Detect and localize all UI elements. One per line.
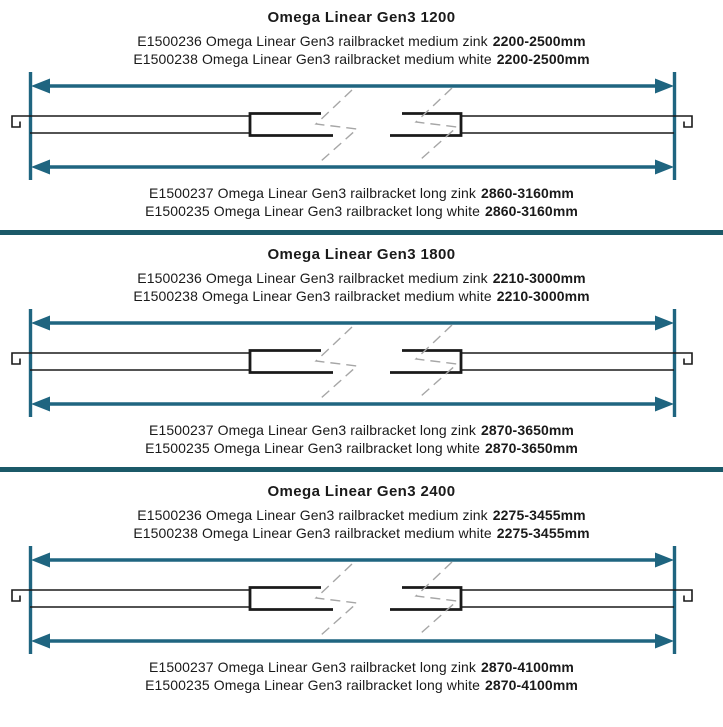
product-label: E1500238 Omega Linear Gen3 railbracket medium white (133, 525, 492, 541)
top-product-list (0, 506, 723, 542)
product-range: 2210-3000mm (492, 270, 586, 286)
product-label: E1500237 Omega Linear Gen3 railbracket long zink (149, 659, 477, 675)
rail-hook-left (12, 116, 249, 127)
product-label: E1500236 Omega Linear Gen3 railbracket medium zink (137, 270, 488, 286)
product-line (0, 184, 723, 202)
product-range: 2275-3455mm (496, 525, 590, 541)
product-label: E1500237 Omega Linear Gen3 railbracket long zink (149, 185, 477, 201)
rail-dimension-drawing (0, 544, 723, 656)
product-range: 2870-4100mm (484, 677, 578, 693)
section-title: Omega Linear Gen3 1200 (267, 9, 456, 26)
rail-profile (12, 88, 692, 162)
section-title: Omega Linear Gen3 2400 (267, 483, 456, 500)
rail-profile (12, 562, 692, 636)
section-title: Omega Linear Gen3 1800 (267, 246, 456, 263)
dimension-arrow-top (31, 553, 674, 568)
rail-dimension-drawing (0, 307, 723, 419)
product-line (0, 50, 723, 68)
product-label: E1500235 Omega Linear Gen3 railbracket long white (145, 203, 480, 219)
rail-hook-left (12, 353, 249, 364)
dimension-arrow-top (31, 79, 674, 94)
dimension-arrow-bottom (31, 634, 674, 649)
product-line (0, 524, 723, 542)
product-label: E1500235 Omega Linear Gen3 railbracket long white (145, 677, 480, 693)
product-range: 2200-2500mm (492, 33, 586, 49)
product-line (0, 269, 723, 287)
product-label: E1500238 Omega Linear Gen3 railbracket medium white (133, 51, 492, 67)
product-label: E1500238 Omega Linear Gen3 railbracket medium white (133, 288, 492, 304)
rail-dimension-drawing (0, 70, 723, 182)
product-line (0, 421, 723, 439)
rail-hook-right (461, 353, 692, 364)
product-line (0, 32, 723, 50)
product-range: 2870-3650mm (484, 440, 578, 456)
bottom-product-list (0, 421, 723, 457)
section-omega-1800 (0, 235, 723, 457)
product-line (0, 506, 723, 524)
product-line (0, 287, 723, 305)
section-omega-2400 (0, 472, 723, 694)
product-label: E1500235 Omega Linear Gen3 railbracket long white (145, 440, 480, 456)
top-product-list (0, 32, 723, 68)
rail-hook-right (461, 116, 692, 127)
section-omega-1200 (0, 0, 723, 220)
dimension-arrow-top (31, 316, 674, 331)
bottom-product-list (0, 184, 723, 220)
rail-profile (12, 325, 692, 399)
top-product-list (0, 269, 723, 305)
product-range: 2275-3455mm (492, 507, 586, 523)
product-label: E1500236 Omega Linear Gen3 railbracket medium zink (137, 507, 488, 523)
product-line (0, 658, 723, 676)
product-label: E1500237 Omega Linear Gen3 railbracket long zink (149, 422, 477, 438)
product-line (0, 439, 723, 457)
rail-hook-left (12, 590, 249, 601)
product-range: 2870-3650mm (481, 422, 574, 438)
product-label: E1500236 Omega Linear Gen3 railbracket medium zink (137, 33, 488, 49)
product-range: 2870-4100mm (481, 659, 574, 675)
dimension-arrow-bottom (31, 397, 674, 412)
product-range: 2200-2500mm (496, 51, 590, 67)
bottom-product-list (0, 658, 723, 694)
dimension-arrow-bottom (31, 160, 674, 175)
product-range: 2860-3160mm (481, 185, 574, 201)
product-range: 2210-3000mm (496, 288, 590, 304)
product-line (0, 202, 723, 220)
rail-hook-right (461, 590, 692, 601)
product-line (0, 676, 723, 694)
product-range: 2860-3160mm (484, 203, 578, 219)
